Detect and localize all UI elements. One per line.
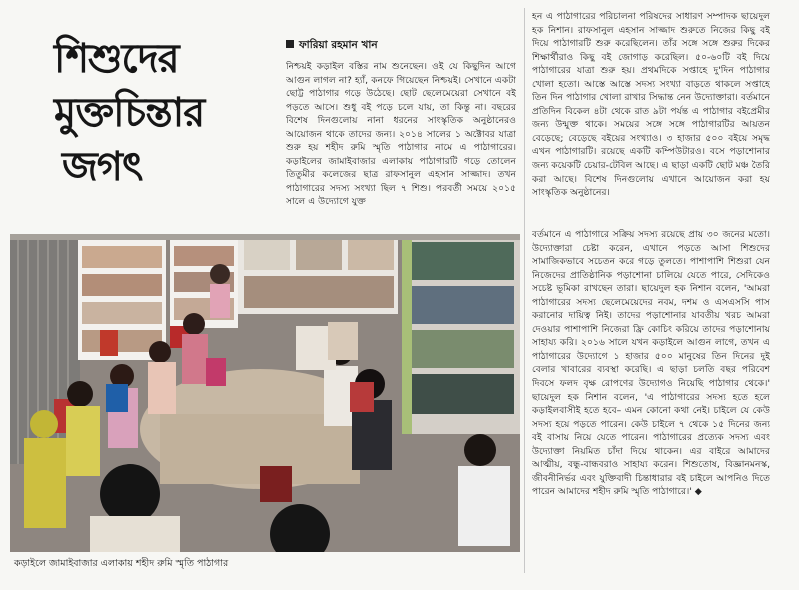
article-column-right-top [532,10,770,228]
bookshelf-right [402,234,520,434]
right-bottom-paragraph: বর্তমানে এ পাঠাগারে সক্রিয় সদস্য রয়েছে প্রায় ৩০ জনের মতো। উদ্যোক্তারা চেষ্টা করেন, এখানে পড়তে আসা শিশুদের সামাজিকভাবে সচেতন করে গড়ে তুলতে। পাশাপাশি শিশুরা যেন নিজেদের প্রাতিষ্ঠানিক পড়াশোনা চালিয়ে যেতে পারে, সেদিকেও সচেষ্ট ভূমিকা রাখছেন তারা। ছায়েদুল হক নিশান বলেন, 'আমরা পাঠাগারের সদস্য ছেলেমেয়েদের নবম, দশম ও এসএসসি পাস করানোর দায়িত্ব নিই। তাদের পড়াশোনার যাবতীয় খরচ আমরা দেওয়ার পাশাপাশি নিজেরা ফ্রি কোচিং করিয়ে তাদের পড়াশোনায় সাহায্য করি। ২০১৬ সালে যখন কড়াইলে আগুন লাগে, তখন এ পাঠাগারের উদ্যোগে ১ হাজার ৫০০ মানুষের তিন দিনের দুই বেলার খাবারের ব্যবস্থা করেছি। এ ছাড়া চলতি বছর পরিবেশ দিবসে ফলদ বৃক্ষ রোপণের উদ্যোগও নিয়েছি পাঠাগার থেকে।' ছায়েদুল হক নিশান বলেন, 'এ পাঠাগারের সদস্য হতে হলে কড়াইলবাসীই হতে হবে– এমন কোনো কথা নেই। চাইলে যে কেউ সদস্য হয়ে পড়তে পারেন। কেউ চাইলে ৭ থেকে ১৫ দিনের জন্য বই বাসায় নিয়ে যেতে পারেন। পাঠাগারের প্রত্যেক সদস্য এবং উদ্যোক্তা নিয়মিত চাঁদা দিয়ে থাকেন। এর বাইরে আমাদের আত্মীয়, বন্ধু-বান্ধবরাও সাহায্য করেন। শিশুতোষ, বিজ্ঞানমনস্ক, জীবনীনির্ভর এবং যুক্তিবাদী চিন্তাধারার বই চাইলে আপনিও দিতে পারেন আমাদের শহীদ রুমি স্মৃতি পাঠাগারে।' ◆ [532,229,770,498]
library-photo-illustration [10,234,520,552]
headline-line-2: মুক্তচিন্তার [54,89,205,136]
bookshelf-left [78,240,166,360]
byline-author: ফারিয়া রহমান খান [299,39,378,51]
library-photo [10,234,520,552]
bookshelf-back [238,234,398,314]
headline-line-3: জগৎ [62,143,143,190]
column-divider [524,8,525,573]
photo-caption: কড়াইলে জামাইবাজার এলাকায় শহীদ রুমি স্মৃতি পাঠাগার [14,558,229,569]
headline-line-1: শিশুদের [54,35,179,82]
article-column-right-bottom [532,228,770,574]
right-top-paragraph: হন এ পাঠাগারের পরিচালনা পরিষদের সাধারণ সম্পাদক ছায়েদুল হক নিশান। রাফসানুল এহসান সাজ্জাদ শুরুতে নিজের কিছু বই দিয়ে পাঠাগারটি শুরু করেছিলেন। তাঁর সঙ্গে সঙ্গে শুরুর দিকের শিক্ষার্থীরাও কিছু বই জোগাড় করেছিল। ৫০-৬০টি বই দিয়ে পাঠাগারের যাত্রা শুরু হয়। প্রথমদিকে সপ্তাহে দু'দিন পাঠাগার খোলা হতো। আস্তে আস্তে সদস্য সংখ্যা বাড়তে থাকলে সপ্তাহে তিন দিন পাঠাগার খোলা রাখার সিদ্ধান্ত নেন উদ্যোক্তারা। বর্তমানে প্রতিদিন বিকেল ৪টা থেকে রাত ৯টা পর্যন্ত এ পাঠাগার বইপ্রেমীর জন্য উন্মুক্ত থাকে। সময়ের সঙ্গে সঙ্গে পাঠাগারটির আয়তন বেড়েছে; বেড়েছে বইয়ের সংখ্যাও। ৩ হাজার ৫০০ বইয়ে সমৃদ্ধ এখন পাঠাগারটি। রয়েছে একটি কম্পিউটারও। বসে পড়াশোনার জন্য কয়েকটি চেয়ার-টেবিল আছে। এ ছাড়া একটি ছোট মঞ্চ তৈরি করা আছে। বিশেষ দিনগুলোয় এখানে আয়োজন করা হয় সাংস্কৃতিক অনুষ্ঠানের। [532,11,770,199]
intro-paragraph: নিশ্চয়ই কড়াইল বস্তির নাম শুনেছেন। ওই যে কিছুদিন আগে আগুন লাগল না? হ্যাঁ, কনফে গিয়েছেন নিশ্চয়ই। সেখানে একটা ছোট্ট পাঠাগার গড়ে উঠেছে। ছোট ছেলেমেয়েরা সেখানে বই পড়তে আসে। শুধু বই পড়ে চলে যায়, তা কিন্তু না। বছরের বিশেষ দিনগুলোয় নানা ধরনের সাংস্কৃতিক অনুষ্ঠানেরও আয়োজন থাকে তাদের জন্য। ২০১৪ সালের ১ অক্টোবর যাত্রা শুরু হয় শহীদ রুমি স্মৃতি পাঠাগার নামে এ পাঠাগারের। কড়াইলের জামাইবাজার এলাকায় পাঠাগারটি গড়ে তোলেন তিতুমীর কলেজের ছাত্র রাফসানুল এহসান সাজ্জাদ। তখন পাঠাগারের সদস্য সংখ্যা ছিল ৭ শিশু। পরবর্তী সময়ে ২০১৫ সালে এ উদ্যোগে যুক্ত [286,61,516,208]
byline [286,38,378,56]
headline [54,32,274,194]
byline-square-icon [286,40,294,48]
